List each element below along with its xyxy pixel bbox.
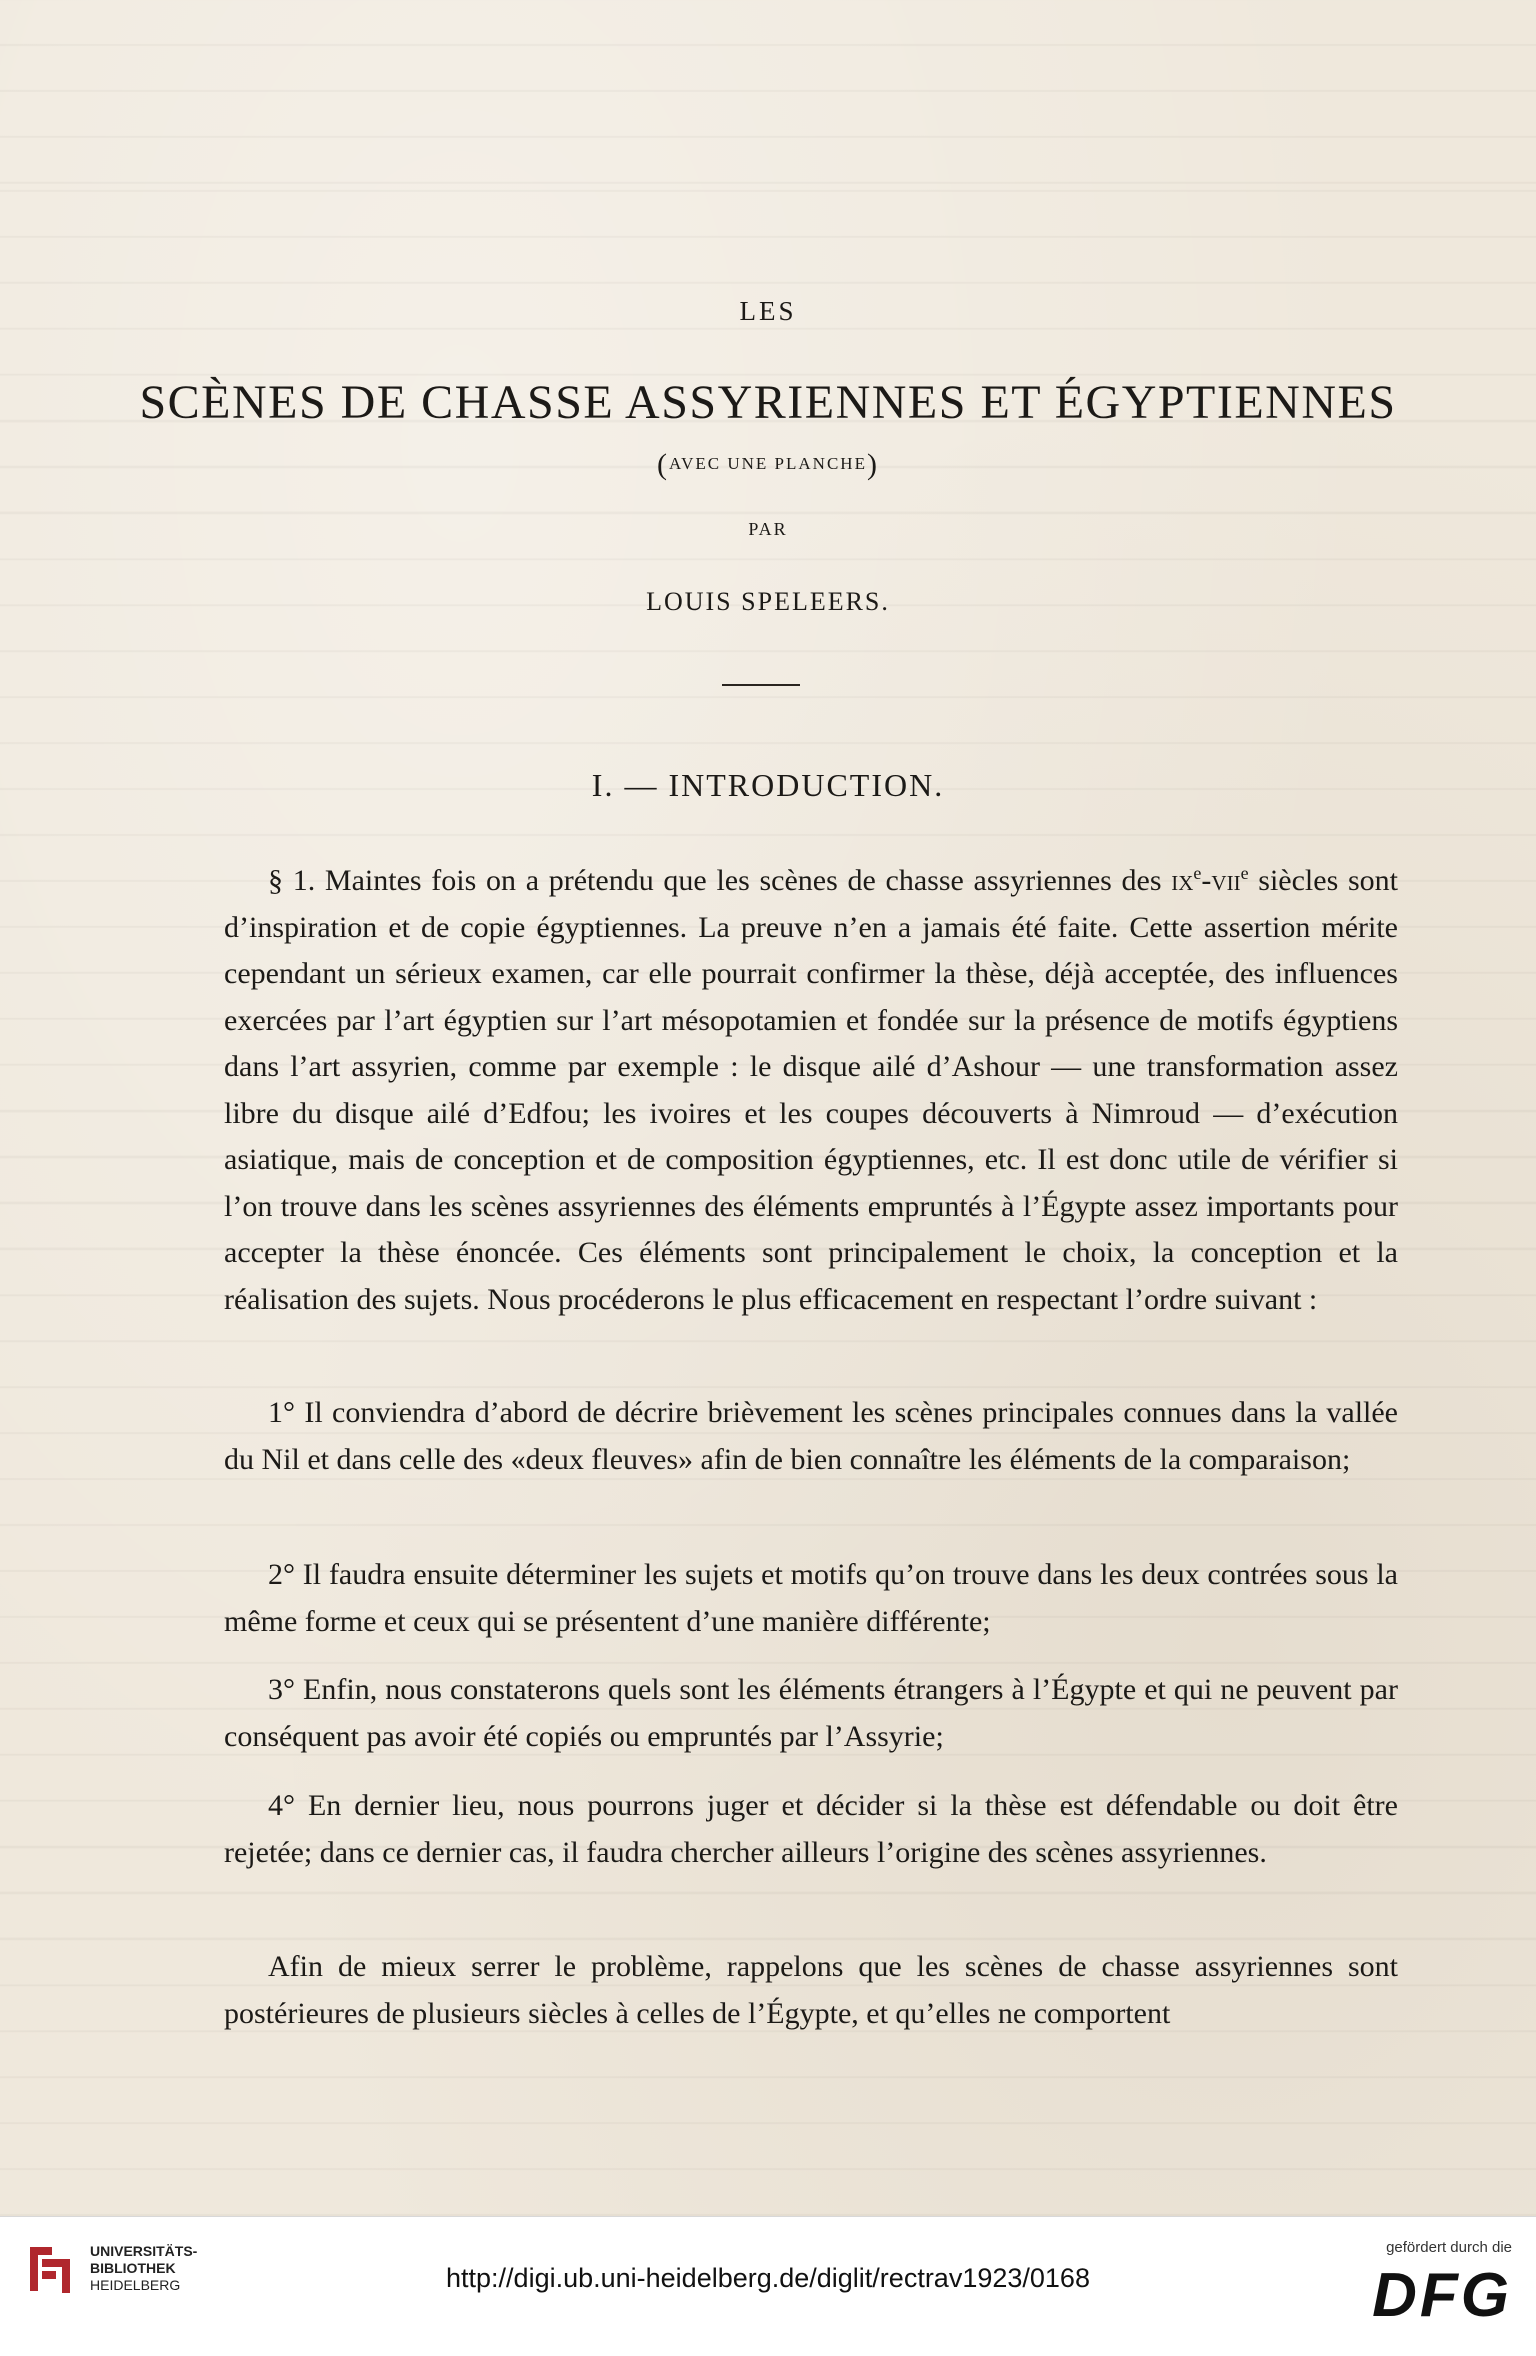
subtitle-text: AVEC UNE PLANCHE <box>669 454 867 473</box>
section-heading: I. — INTRODUCTION. <box>591 767 945 803</box>
list-item-4: 4° En dernier lieu, nous pourrons juger et décider si la thèse est défendable ou doit être rejetée; dans ce dernier cas, il faudra chercher ailleurs l’origine des scènes assyriennes. <box>224 1789 1398 1869</box>
library-name: UNIVERSITÄTS- BIBLIOTHEK HEIDELBERG <box>90 2243 198 2293</box>
viewer-footer <box>0 2216 1536 2356</box>
list-item-3: 3° Enfin, nous constaterons quels sont les éléments étrangers à l’Égypte et qui ne peuvent par conséquent pas avoir été copiés ou empruntés par l’Assyrie; <box>224 1673 1398 1753</box>
funding-note: gefördert durch die <box>1386 2239 1512 2256</box>
title-divider <box>722 684 800 686</box>
article-subtitle: (AVEC UNE PLANCHE) <box>657 448 879 481</box>
byline-par: PAR <box>748 519 788 539</box>
article-title: SCÈNES DE CHASSE ASSYRIENNES ET ÉGYPTIENNES <box>139 376 1397 429</box>
title-prefix: LES <box>739 296 797 326</box>
list-item-1: 1° Il conviendra d’abord de décrire brièvement les scènes principales connues dans la vallée du Nil et dans celle des «deux fleuves» afin de bien connaître les éléments de la comparaison; <box>224 1396 1398 1476</box>
paragraph-final: Afin de mieux serrer le problème, rappelons que les scènes de chasse assyriennes sont postérieures de plusieurs siècles à celles de l’Égypte, et qu’elles ne comportent <box>224 1950 1398 2030</box>
permalink-url[interactable]: http://digi.ub.uni-heidelberg.de/diglit/rectrav1923/0168 <box>446 2263 1090 2293</box>
dfg-logo: DFG <box>1372 2261 1512 2330</box>
list-item-2: 2° Il faudra ensuite déterminer les sujets et motifs qu’on trouve dans les deux contrées sous la même forme et ceux qui se présentent d’une manière différente; <box>224 1558 1398 1638</box>
paragraph-1: § 1. Maintes fois on a prétendu que les scènes de chasse assyriennes des $ix^e-vii^e$ siècles sont d’inspiration et de copie égyptiennes. La preuve n’en a jamais été faite. Cette assertion mérite cependant un sérieux examen, car elle pourrait confirmer la thèse, déjà acceptée, des influences exercées par l’art égyptien sur l’art mésopotamien et fondée sur la présence de motifs égyptiens dans l’art assyrien, comme par exemple : le disque ailé d’Ashour — une transformation assez libre du disque ailé d’Edfou; les ivoires et les coupes découverts à Nimroud — d’exécution asiatique, mais de conception et de composition égyptiennes, etc. Il est donc utile de vérifier si l’on trouve dans les scènes assyriennes des éléments empruntés à l’Égypte assez importants pour accepter la thèse énoncée. Ces éléments sont principalement le choix, la conception et la réalisation des sujets. Nous procéderons le plus efficacement en respectant l’ordre suivant : <box>224 863 1398 1316</box>
author-name: LOUIS SPELEERS. <box>646 587 890 616</box>
